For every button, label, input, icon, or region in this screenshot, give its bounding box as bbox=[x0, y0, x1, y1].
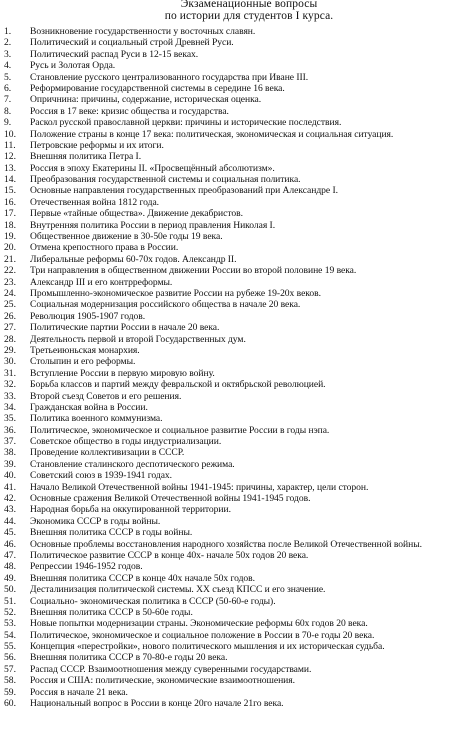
question-number: 34. bbox=[4, 401, 16, 413]
list-item bbox=[0, 174, 468, 185]
question-number: 35. bbox=[4, 413, 16, 425]
question-text: Внешняя политика СССР в конце 40х начале 50х годов. bbox=[30, 572, 255, 584]
question-number: 30. bbox=[4, 356, 16, 368]
question-number: 7. bbox=[4, 94, 12, 106]
question-number: 21. bbox=[4, 253, 16, 265]
question-text: Россия и США: политические, экономические взаимоотношения. bbox=[30, 675, 295, 687]
question-number: 13. bbox=[4, 162, 16, 174]
list-item bbox=[0, 277, 468, 288]
question-number: 46. bbox=[4, 538, 16, 550]
list-item bbox=[0, 311, 468, 322]
question-number: 53. bbox=[4, 618, 16, 630]
question-number: 3. bbox=[4, 48, 12, 60]
list-item bbox=[0, 254, 468, 265]
question-text: Возникновение государственности у восточных славян. bbox=[30, 26, 256, 37]
question-text: Становление сталинского деспотического режима. bbox=[30, 458, 235, 470]
document-subtitle: по истории для студентов I курса. bbox=[164, 10, 334, 22]
question-text: Основные сражения Великой Отечественной войны 1941-1945 годов. bbox=[30, 493, 311, 505]
list-item bbox=[0, 94, 468, 105]
list-item bbox=[0, 687, 468, 698]
list-item bbox=[0, 504, 468, 515]
question-number: 31. bbox=[4, 367, 16, 379]
question-number: 27. bbox=[4, 322, 16, 334]
question-number: 52. bbox=[4, 606, 16, 618]
question-text: Отечественная война 1812 года. bbox=[30, 196, 160, 208]
question-number: 48. bbox=[4, 561, 16, 573]
question-text: Первые «тайные общества». Движение декабристов. bbox=[30, 208, 243, 220]
question-text: Десталинизация политической системы. XX съезд КПСС и его значение. bbox=[30, 584, 326, 596]
question-text: Деятельность первой и второй Государственных дум. bbox=[30, 333, 246, 345]
list-item bbox=[0, 584, 468, 595]
question-text: Раскол русской православной церкви: причины и исторические последствия. bbox=[30, 117, 342, 129]
question-number: 38. bbox=[4, 447, 16, 459]
question-number: 8. bbox=[4, 105, 12, 117]
question-text: Третьеиюньская монархия. bbox=[30, 344, 140, 356]
question-text: Новые попытки модернизации страны. Экономические реформы 60х годов 20 века. bbox=[30, 618, 368, 630]
question-text: Основные направления государственных преобразований при Александре I. bbox=[30, 185, 338, 197]
question-number: 44. bbox=[4, 515, 16, 527]
question-text: Политический и социальный строй Древней Руси. bbox=[30, 37, 234, 49]
question-number: 32. bbox=[4, 379, 16, 391]
question-text: Политика военного коммунизма. bbox=[30, 413, 163, 425]
list-item bbox=[0, 447, 468, 458]
list-item bbox=[0, 550, 468, 561]
list-item bbox=[0, 356, 468, 367]
question-number: 5. bbox=[4, 71, 12, 83]
list-item bbox=[0, 220, 468, 231]
list-item bbox=[0, 140, 468, 151]
question-text: Советское общество в годы индустриализации. bbox=[30, 436, 222, 448]
question-number: 41. bbox=[4, 481, 16, 493]
question-number: 47. bbox=[4, 549, 16, 561]
document-title: Экзаменационные вопросы bbox=[180, 0, 318, 10]
question-text: Общественное движение в 30-50е годы 19 века. bbox=[30, 231, 223, 243]
question-number: 50. bbox=[4, 584, 16, 596]
list-item bbox=[0, 83, 468, 94]
question-text: Социально- экономическая политика в СССР (50-60-е годы). bbox=[30, 595, 276, 607]
question-number: 29. bbox=[4, 344, 16, 356]
question-text: Россия в начале 21 века. bbox=[30, 686, 128, 698]
list-item bbox=[0, 527, 468, 538]
question-number: 28. bbox=[4, 333, 16, 345]
question-text: Александр III и его контрреформы. bbox=[30, 276, 173, 288]
question-text: Гражданская война в России. bbox=[30, 401, 148, 413]
question-text: Политическое, экономическое и социальное развитие России в годы нэпа. bbox=[30, 424, 330, 436]
question-number: 39. bbox=[4, 458, 16, 470]
question-text: Положение страны в конце 17 века: политическая, экономическая и социальная ситуация. bbox=[30, 128, 394, 140]
list-item bbox=[0, 607, 468, 618]
list-item bbox=[0, 117, 468, 128]
question-text: Народная борьба на оккупированной территории. bbox=[30, 504, 231, 516]
question-text: Отмена крепостного права в России. bbox=[30, 242, 179, 254]
question-number: 14. bbox=[4, 174, 16, 186]
list-item bbox=[0, 482, 468, 493]
question-text: Советский союз в 1939-1941 годах. bbox=[30, 470, 173, 482]
list-item bbox=[0, 72, 468, 83]
list-item bbox=[0, 391, 468, 402]
question-number: 18. bbox=[4, 219, 16, 231]
question-text: Преобразования государственной системы и социальная политика. bbox=[30, 174, 301, 186]
question-text: Реформирование государственной системы в середине 16 века. bbox=[30, 82, 285, 94]
list-item bbox=[0, 151, 468, 162]
question-number: 40. bbox=[4, 470, 16, 482]
question-number: 9. bbox=[4, 117, 12, 129]
list-item bbox=[0, 459, 468, 470]
question-text: Социальная модернизация российского общества в начале 20 века. bbox=[30, 299, 301, 311]
question-text: Борьба классов и партий между февральской и октябрьской революцией. bbox=[30, 379, 326, 391]
question-number: 54. bbox=[4, 629, 16, 641]
question-number: 37. bbox=[4, 436, 16, 448]
question-text: Внутренняя политика России в период правления Николая I. bbox=[30, 219, 276, 231]
list-item bbox=[0, 163, 468, 174]
question-text: Россия в эпоху Екатерины II. «Просвещённый абсолютизм». bbox=[30, 162, 275, 174]
question-number: 16. bbox=[4, 196, 16, 208]
list-item bbox=[0, 470, 468, 481]
question-number: 36. bbox=[4, 424, 16, 436]
list-item bbox=[0, 299, 468, 310]
question-text: Столыпин и его реформы. bbox=[30, 356, 136, 368]
question-text: Политический распад Руси в 12-15 веках. bbox=[30, 48, 199, 60]
question-text: Распад СССР. Взаимоотношения между суверенными государствами. bbox=[30, 663, 312, 675]
list-item bbox=[0, 698, 468, 709]
question-text: Опричнина: причины, содержание, историческая оценка. bbox=[30, 94, 262, 106]
question-text: Россия в 17 веке: кризис общества и государства. bbox=[30, 105, 229, 117]
question-number: 58. bbox=[4, 675, 16, 687]
question-number: 20. bbox=[4, 242, 16, 254]
question-text: Три направления в общественном движении России во второй половине 19 века. bbox=[30, 265, 357, 277]
list-item bbox=[0, 652, 468, 663]
question-number: 59. bbox=[4, 686, 16, 698]
list-item bbox=[0, 675, 468, 686]
list-item bbox=[0, 573, 468, 584]
question-text: Концепция «перестройки», нового политического мышления и их историческая судьба. bbox=[30, 641, 385, 653]
question-number: 57. bbox=[4, 663, 16, 675]
question-number: 4. bbox=[4, 60, 12, 72]
question-text: Становление русского централизованного государства при Иване III. bbox=[30, 71, 309, 83]
question-number: 24. bbox=[4, 287, 16, 299]
list-item bbox=[0, 630, 468, 641]
list-item bbox=[0, 322, 468, 333]
list-item bbox=[0, 664, 468, 675]
question-number: 11. bbox=[4, 139, 16, 151]
question-text: Политическое развитие СССР в конце 40х- начале 50х годов 20 века. bbox=[30, 549, 309, 561]
question-number: 25. bbox=[4, 299, 16, 311]
question-number: 10. bbox=[4, 128, 16, 140]
list-item bbox=[0, 60, 468, 71]
list-item bbox=[0, 334, 468, 345]
question-text: Экономика СССР в годы войны. bbox=[30, 515, 161, 527]
question-text: Репрессии 1946-1952 годов. bbox=[30, 561, 143, 573]
list-item bbox=[0, 539, 468, 550]
question-text: Основные проблемы восстановления народного хозяйства после Великой Отечественной войны. bbox=[30, 538, 422, 550]
question-number: 55. bbox=[4, 641, 16, 653]
question-text: Вступление России в первую мировую войну. bbox=[30, 367, 215, 379]
list-item bbox=[0, 596, 468, 607]
question-text: Национальный вопрос в России в конце 20го начале 21го века. bbox=[30, 698, 284, 710]
question-text: Внешняя политика СССР в 70-80-е годы 20 века. bbox=[30, 652, 228, 664]
list-item bbox=[0, 436, 468, 447]
question-text: Русь и Золотая Орда. bbox=[30, 60, 116, 72]
question-text: Либеральные реформы 60-70х годов. Александр II. bbox=[30, 253, 237, 265]
list-item bbox=[0, 49, 468, 60]
list-item bbox=[0, 288, 468, 299]
list-item bbox=[0, 129, 468, 140]
question-text: Петровские реформы и их итоги. bbox=[30, 139, 164, 151]
list-item bbox=[0, 618, 468, 629]
question-number: 19. bbox=[4, 231, 16, 243]
list-item bbox=[0, 561, 468, 572]
list-item bbox=[0, 379, 468, 390]
question-number: 1. bbox=[4, 26, 12, 37]
list-item bbox=[0, 242, 468, 253]
list-item bbox=[0, 413, 468, 424]
list-item bbox=[0, 208, 468, 219]
list-item bbox=[0, 197, 468, 208]
question-text: Внешняя политика СССР в 50-60е годы. bbox=[30, 606, 193, 618]
question-text: Внешняя политика СССР в годы войны. bbox=[30, 527, 193, 539]
question-number: 60. bbox=[4, 698, 16, 710]
question-number: 56. bbox=[4, 652, 16, 664]
list-item bbox=[0, 641, 468, 652]
document-header bbox=[0, 0, 468, 22]
question-number: 51. bbox=[4, 595, 16, 607]
list-item bbox=[0, 425, 468, 436]
list-item bbox=[0, 493, 468, 504]
list-item bbox=[0, 516, 468, 527]
question-number: 23. bbox=[4, 276, 16, 288]
question-number: 12. bbox=[4, 151, 16, 163]
question-text: Промышленно-экономическое развитие России на рубеже 19-20х веков. bbox=[30, 287, 321, 299]
question-text: Политическое, экономическое и социальное положение в России в 70-е годы 20 века. bbox=[30, 629, 375, 641]
question-list bbox=[0, 26, 468, 709]
list-item bbox=[0, 265, 468, 276]
question-text: Революция 1905-1907 годов. bbox=[30, 310, 146, 322]
list-item bbox=[0, 345, 468, 356]
question-text: Внешняя политика Петра I. bbox=[30, 151, 142, 163]
question-number: 45. bbox=[4, 527, 16, 539]
question-number: 26. bbox=[4, 310, 16, 322]
question-number: 49. bbox=[4, 572, 16, 584]
list-item bbox=[0, 231, 468, 242]
list-item bbox=[0, 368, 468, 379]
question-number: 2. bbox=[4, 37, 12, 49]
list-item bbox=[0, 402, 468, 413]
list-item bbox=[0, 26, 468, 37]
question-text: Проведение коллективизации в СССР. bbox=[30, 447, 185, 459]
question-number: 33. bbox=[4, 390, 16, 402]
question-number: 17. bbox=[4, 208, 16, 220]
question-text: Второй съезд Советов и его решения. bbox=[30, 390, 182, 402]
question-number: 22. bbox=[4, 265, 16, 277]
question-text: Политические партии России в начале 20 века. bbox=[30, 322, 220, 334]
question-number: 42. bbox=[4, 493, 16, 505]
question-number: 15. bbox=[4, 185, 16, 197]
question-text: Начало Великой Отечественной войны 1941-1945: причины, характер, цели сторон. bbox=[30, 481, 369, 493]
question-number: 6. bbox=[4, 82, 12, 94]
list-item bbox=[0, 37, 468, 48]
list-item bbox=[0, 106, 468, 117]
question-number: 43. bbox=[4, 504, 16, 516]
list-item bbox=[0, 185, 468, 196]
